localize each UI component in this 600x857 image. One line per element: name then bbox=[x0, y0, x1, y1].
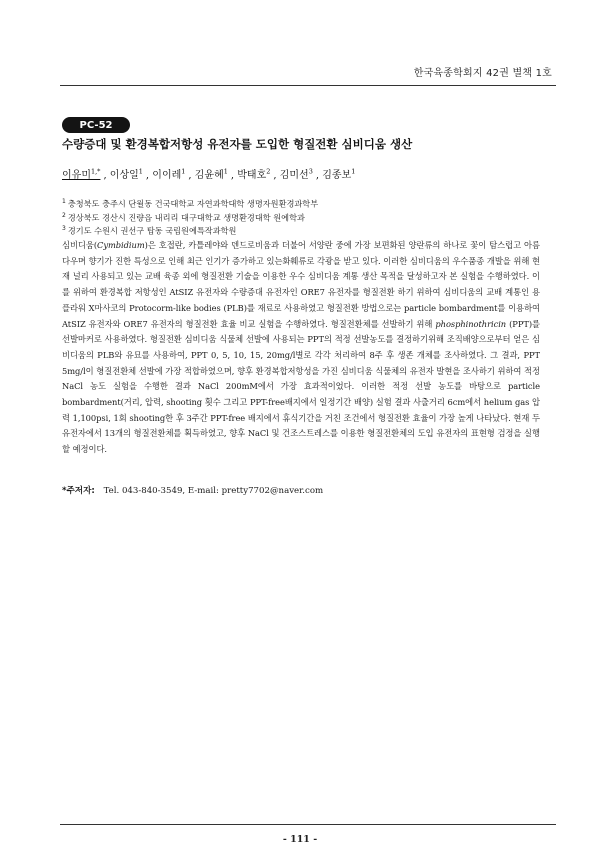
session-code-badge: PC-52 bbox=[62, 117, 130, 133]
author-name: 이이레$^1$ bbox=[152, 167, 186, 181]
affiliation-list bbox=[62, 196, 542, 237]
footer-divider bbox=[60, 824, 556, 825]
contact-label: *주저자: bbox=[62, 486, 95, 496]
abstract-body: 심비디움(Cymbidium)은 호접란, 카틀레야와 덴드로비움과 더불어 서양란 중에 가장 보편화된 양란류의 하나로 꽃이 탐스럽고 아름다우며 향기가 진한 특성으로 인해 최근 인기가 증가하고 있는화훼류로 각광을 받고 있다. 이러한 심비디움의 우수품종 개발을 위해 현재 널리 사용되고 있는 교배 육종 외에 형질전환 기술을 이용한 우수 심비디움 계통 생산 목적을 달성하고자 본 실험을 수행하였다. 이를 위하여 환경복합 저항성인 AtSIZ 유전자와 수량증대 유전자인 ORE7 유전자를 형질전환 하기 위하여 심비디움의 교배 계통인 용플라워 X마사코의 Protocorm-like bodies (PLB)를 재료로 사용하였고 형질전환 방법으로는 particle bombardment를 이용하여 AtSIZ 유전자와 ORE7 유전자의 형질전환 효율 비교 실험을 수행하였다. 형질전환체를 선발하기 위해 phosphinothricin (PPT)를 선발마커로 사용하였다. 형질전환 심비디움 식물체 선발에 사용되는 PPT의 적정 선발농도를 결정하기위해 조직배양으로부터 얻은 심비디움의 PLB와 유묘를 사용하여, PPT 0, 5, 10, 15, 20mg/l별로 각각 처리하여 8주 후 생존 개체를 조사하였다. 그 결과, PPT 5mg/l이 형질전환체 선발에 가장 적합하였으며, 향후 환경복합저항성을 가진 심비디움 식물체의 유전자 발현을 조사하기 위하여 적정 NaCl 농도 실험을 수행한 결과 NaCl 200mM에서 가장 효과적이었다. 이러한 적정 선발 농도를 바탕으로 particle bombardment(거리, 압력, shooting 횟수 그리고 PPT-free배지에서 일정기간 배양) 실험 결과 사출거리 6cm에서 helium gas 압력 1,100psi, 1회 shooting한 후 3주간 PPT-free 배지에서 휴식기간을 거친 조건에서 형질전환 효율이 가장 높게 나타났다. 현재 두 유전자에서 13개의 형질전환체를 획득하였고, 향후 NaCl 및 건조스트레스를 이용한 형질전환체의 도입 유전자의 표현형 검정을 실행할 예정이다. bbox=[62, 240, 540, 455]
paper-title: 수량증대 및 환경복합저항성 유전자를 도입한 형질전환 심비디움 생산 bbox=[62, 137, 413, 151]
header-divider bbox=[60, 85, 556, 86]
corresponding-author bbox=[62, 484, 323, 496]
page-number: - 111 - bbox=[282, 834, 318, 845]
author-list: 이유미$^{1,*}$ , 이상일$^1$ , 이이레$^1$ , 김윤혜$^1$ , 박태호$^2$ , 김미선$^3$ , 김종보$^1$ bbox=[62, 167, 356, 181]
author-name: 이유미$^{1,*}$ bbox=[62, 167, 101, 181]
author-name: 박태호$^2$ bbox=[237, 167, 271, 181]
contact-phone: Tel. 043-840-3549, bbox=[103, 486, 186, 496]
affiliation-item: $^2$ 경상북도 경산시 진량읍 내리리 대구대학교 생명환경대학 원예학과 bbox=[62, 211, 305, 223]
contact-email: E-mail: pretty7702@naver.com bbox=[187, 486, 324, 496]
affiliation-item: $^3$ 경기도 수원시 권선구 탑동 국립원예특작과학원 bbox=[62, 225, 237, 237]
author-name: 김윤혜$^1$ bbox=[194, 167, 228, 181]
affiliation-item: $^1$ 충청북도 충주시 단월동 건국대학교 자연과학대학 생명자원환경과학부 bbox=[62, 198, 319, 209]
journal-header: 한국육종학회지 42권 별책 1호 bbox=[413, 68, 552, 79]
author-name: 이상일$^1$ bbox=[109, 167, 143, 181]
author-name: 김미선$^3$ bbox=[279, 167, 313, 181]
author-name: 김종보$^1$ bbox=[322, 167, 356, 181]
